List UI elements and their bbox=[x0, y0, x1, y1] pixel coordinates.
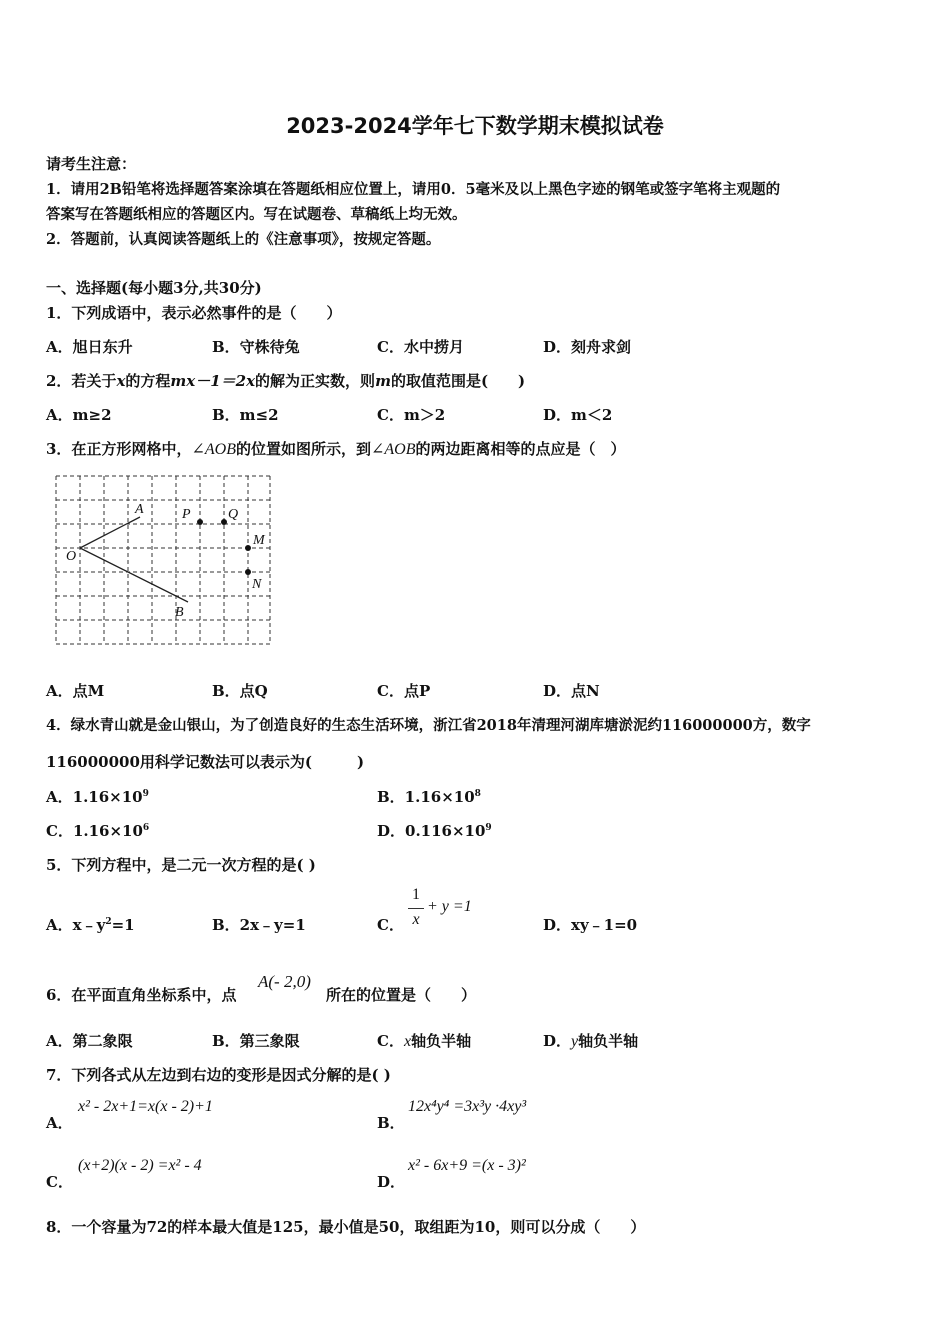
point-p-dot bbox=[197, 519, 203, 525]
notice-heading: 请考生注意： bbox=[46, 155, 137, 173]
q4-option-c: C．$1.16\times 10^6$ bbox=[46, 822, 150, 840]
q3-grid-figure bbox=[50, 470, 280, 650]
q5-option-d: D．xy﹣1=0 bbox=[543, 916, 638, 934]
q6-stem-pre: 6．在平面直角坐标系中，点 bbox=[46, 986, 237, 1004]
q7-option-b-label: B． bbox=[377, 1114, 405, 1132]
q6-stem-post: 所在的位置是（ ） bbox=[326, 986, 477, 1004]
q7-option-a-expr: x² - 2x+1=x(x - 2)+1 bbox=[78, 1098, 213, 1115]
q4-stem-line-2: 116000000用科学记数法可以表示为( ) bbox=[46, 753, 365, 771]
q7-option-c-label: C． bbox=[46, 1173, 73, 1191]
q6-option-c: C．x轴负半轴 bbox=[377, 1032, 472, 1050]
q2-option-c: C．m＞2 bbox=[377, 406, 446, 424]
q6-option-b: B．第三象限 bbox=[212, 1032, 300, 1050]
label-b: B bbox=[175, 605, 184, 620]
label-a: A bbox=[135, 502, 144, 517]
q1-option-c: C．水中捞月 bbox=[377, 338, 464, 356]
q6-point: A(- 2,0) bbox=[258, 972, 311, 991]
q1-option-b: B．守株待兔 bbox=[212, 338, 300, 356]
q5-c-rest: + y =1 bbox=[427, 898, 472, 915]
q7-stem: 7．下列各式从左边到右边的变形是因式分解的是( ) bbox=[46, 1066, 391, 1084]
q6-option-a: A．第二象限 bbox=[46, 1032, 133, 1050]
q7-option-d-label: D． bbox=[377, 1173, 406, 1191]
q1-option-a: A．旭日东升 bbox=[46, 338, 133, 356]
notice-line-1b: 答案写在答题纸相应的答题区内。写在试题卷、草稿纸上均无效。 bbox=[46, 206, 467, 223]
q2-stem: 2．若关于x的方程mx－1＝2x的解为正实数，则m的取值范围是( ) bbox=[46, 372, 526, 390]
section-heading: 一、选择题(每小题3分,共30分) bbox=[46, 279, 262, 297]
ray-ob bbox=[80, 548, 188, 602]
point-q-dot bbox=[221, 519, 227, 525]
q5-option-b: B．2x﹣y=1 bbox=[212, 916, 306, 934]
q4-stem-line-1: 4．绿水青山就是金山银山，为了创造良好的生态生活环境，浙江省2018年清理河湖库塘淤泥约116000000方，数字 bbox=[46, 717, 811, 734]
q7-option-b-expr: 12x⁴y⁴ =3x³y ·4xy³ bbox=[408, 1098, 527, 1115]
q5-c-denominator: x bbox=[412, 911, 420, 928]
q5-option-c-label: C． bbox=[377, 916, 404, 934]
q5-c-numerator: 1 bbox=[412, 886, 420, 903]
q4-option-b: B．$1.16\times 10^8$ bbox=[377, 788, 481, 806]
q3-option-d: D．点N bbox=[543, 682, 600, 700]
point-n-dot bbox=[245, 569, 251, 575]
q4-option-a: A．$1.16\times 10^9$ bbox=[46, 788, 149, 806]
label-q: Q bbox=[228, 507, 239, 522]
q5-c-fraction-bar bbox=[408, 908, 424, 909]
ray-oa bbox=[80, 517, 140, 548]
label-p: P bbox=[182, 507, 191, 522]
q5-option-a: A．$x﹣y^2=1$ bbox=[46, 916, 135, 934]
q2-option-b: B．m≤2 bbox=[212, 406, 279, 424]
q6-option-d: D．y轴负半轴 bbox=[543, 1032, 639, 1050]
q1-stem: 1．下列成语中，表示必然事件的是（ ） bbox=[46, 304, 342, 322]
q8-stem: 8．一个容量为72的样本最大值是125，最小值是50，取组距为10，则可以分成（ ） bbox=[46, 1218, 646, 1236]
label-n: N bbox=[252, 577, 262, 592]
q3-option-b: B．点Q bbox=[212, 682, 268, 700]
point-m-dot bbox=[245, 545, 251, 551]
q3-option-a: A．点M bbox=[46, 682, 105, 700]
notice-line-1a: 1．请用2B铅笔将选择题答案涂填在答题纸相应位置上，请用0．5毫米及以上黑色字迹的钢笔或签字笔将主观题的 bbox=[46, 181, 781, 198]
q2-option-d: D．m＜2 bbox=[543, 406, 613, 424]
q7-option-c-expr: (x+2)(x - 2) =x² - 4 bbox=[78, 1157, 202, 1174]
notice-line-2: 2．答题前，认真阅读答题纸上的《注意事项》，按规定答题。 bbox=[46, 231, 441, 248]
q5-stem: 5．下列方程中，是二元一次方程的是( ) bbox=[46, 856, 316, 874]
label-m: M bbox=[253, 533, 265, 548]
q7-option-d-expr: x² - 6x+9 =(x - 3)² bbox=[408, 1157, 526, 1174]
q3-option-c: C．点P bbox=[377, 682, 431, 700]
q7-option-a-label: A． bbox=[46, 1114, 73, 1132]
page-title: 2023-2024学年七下数学期末模拟试卷 bbox=[286, 114, 664, 138]
label-o: O bbox=[66, 549, 77, 564]
q2-option-a: A．m≥2 bbox=[46, 406, 112, 424]
q1-option-d: D．刻舟求剑 bbox=[543, 338, 632, 356]
q4-option-d: D．$0.116\times 10^9$ bbox=[377, 822, 492, 840]
q3-stem: 3．在正方形网格中，∠AOB的位置如图所示，到∠AOB的两边距离相等的点应是（ ） bbox=[46, 440, 626, 458]
